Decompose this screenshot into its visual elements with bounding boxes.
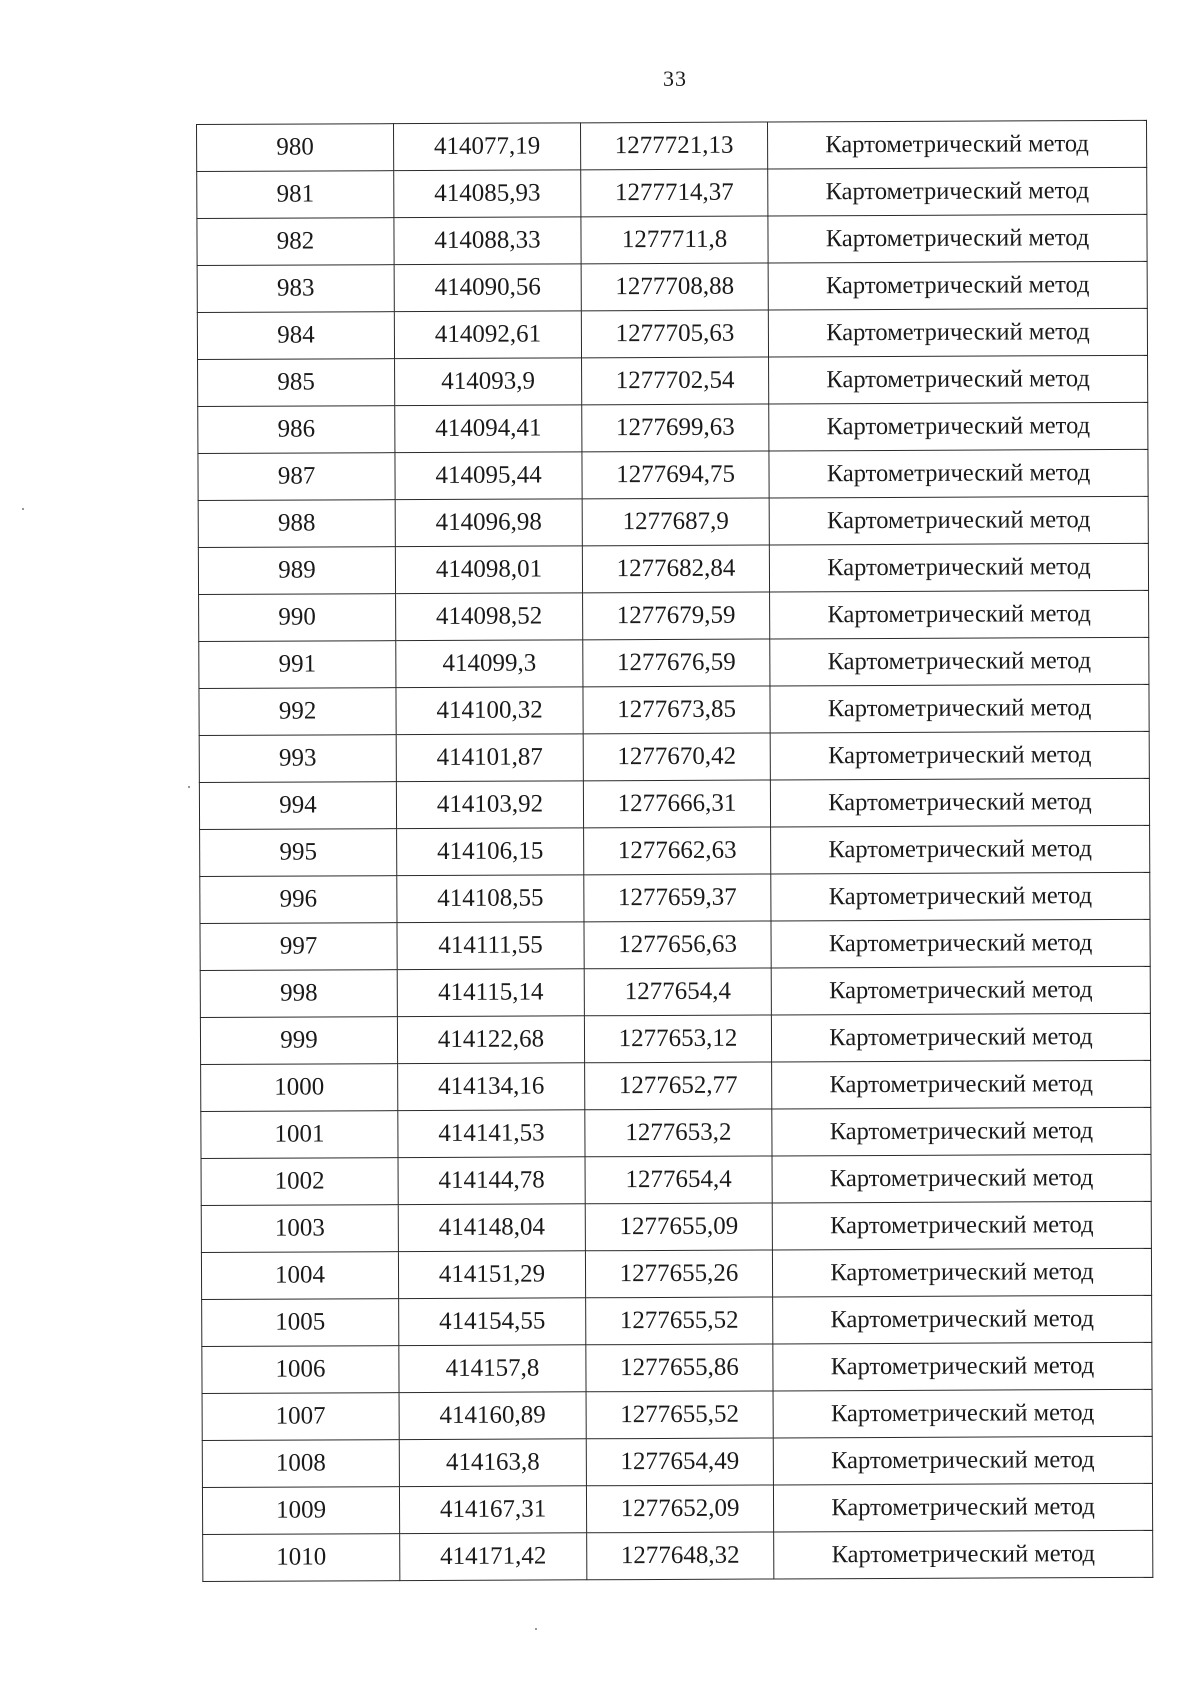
method-cell: Картометрический метод (768, 167, 1147, 216)
y-coordinate-cell: 1277702,54 (582, 357, 769, 405)
y-coordinate-cell: 1277655,09 (585, 1203, 772, 1251)
x-coordinate-cell: 414101,87 (396, 734, 583, 782)
x-coordinate-cell: 414092,61 (394, 311, 581, 359)
x-coordinate-cell: 414151,29 (398, 1251, 585, 1299)
x-coordinate-cell: 414085,93 (394, 170, 581, 218)
y-coordinate-cell: 1277714,37 (581, 169, 768, 217)
coordinates-table-container (196, 120, 1152, 1582)
table-row (203, 1530, 1153, 1581)
table-row (199, 684, 1149, 735)
y-coordinate-cell: 1277655,52 (586, 1297, 773, 1345)
point-number-cell: 993 (199, 735, 396, 783)
point-number-cell: 1000 (201, 1064, 398, 1112)
method-cell: Картометрический метод (767, 120, 1146, 169)
x-coordinate-cell: 414122,68 (397, 1016, 584, 1064)
y-coordinate-cell: 1277682,84 (582, 545, 769, 593)
y-coordinate-cell: 1277687,9 (582, 498, 769, 546)
table-row (200, 966, 1150, 1017)
method-cell: Картометрический метод (773, 1389, 1152, 1438)
point-number-cell: 996 (200, 876, 397, 924)
table-row (198, 496, 1148, 547)
x-coordinate-cell: 414167,31 (399, 1486, 586, 1534)
point-number-cell: 988 (198, 500, 395, 548)
y-coordinate-cell: 1277711,8 (581, 216, 768, 264)
scan-speck (188, 786, 190, 788)
y-coordinate-cell: 1277662,63 (584, 827, 771, 875)
method-cell: Картометрический метод (773, 1436, 1152, 1485)
table-row (197, 167, 1147, 218)
y-coordinate-cell: 1277648,32 (587, 1532, 774, 1580)
point-number-cell: 985 (198, 359, 395, 407)
x-coordinate-cell: 414163,8 (399, 1439, 586, 1487)
table-row (200, 1013, 1150, 1064)
method-cell: Картометрический метод (771, 825, 1150, 874)
method-cell: Картометрический метод (770, 778, 1149, 827)
point-number-cell: 998 (200, 970, 397, 1018)
y-coordinate-cell: 1277652,77 (585, 1062, 772, 1110)
point-number-cell: 1010 (203, 1534, 400, 1582)
method-cell: Картометрический метод (770, 637, 1149, 686)
x-coordinate-cell: 414106,15 (397, 828, 584, 876)
method-cell: Картометрический метод (771, 919, 1150, 968)
page-number: 33 (663, 66, 687, 91)
x-coordinate-cell: 414096,98 (395, 499, 582, 547)
method-cell: Картометрический метод (771, 872, 1150, 921)
table-row (199, 637, 1149, 688)
method-cell: Картометрический метод (768, 308, 1147, 357)
point-number-cell: 990 (199, 594, 396, 642)
method-cell: Картометрический метод (773, 1295, 1152, 1344)
y-coordinate-cell: 1277679,59 (583, 592, 770, 640)
method-cell: Картометрический метод (772, 1201, 1151, 1250)
scan-speck (535, 1628, 537, 1630)
table-row (200, 872, 1150, 923)
x-coordinate-cell: 414103,92 (396, 781, 583, 829)
method-cell: Картометрический метод (770, 590, 1149, 639)
method-cell: Картометрический метод (769, 496, 1148, 545)
y-coordinate-cell: 1277653,2 (585, 1109, 772, 1157)
point-number-cell: 999 (200, 1017, 397, 1065)
table-row (202, 1436, 1152, 1487)
point-number-cell: 982 (197, 218, 394, 266)
y-coordinate-cell: 1277654,49 (586, 1438, 773, 1486)
table-row (201, 1201, 1151, 1252)
x-coordinate-cell: 414134,16 (398, 1063, 585, 1111)
x-coordinate-cell: 414077,19 (394, 123, 581, 171)
table-row (197, 261, 1147, 312)
x-coordinate-cell: 414098,52 (396, 593, 583, 641)
point-number-cell: 983 (197, 265, 394, 313)
point-number-cell: 1005 (202, 1299, 399, 1347)
point-number-cell: 1006 (202, 1346, 399, 1394)
x-coordinate-cell: 414160,89 (399, 1392, 586, 1440)
y-coordinate-cell: 1277673,85 (583, 686, 770, 734)
x-coordinate-cell: 414090,56 (394, 264, 581, 312)
method-cell: Картометрический метод (771, 966, 1150, 1015)
table-row (197, 214, 1147, 265)
point-number-cell: 1008 (202, 1440, 399, 1488)
x-coordinate-cell: 414148,04 (398, 1204, 585, 1252)
y-coordinate-cell: 1277654,4 (584, 968, 771, 1016)
table-row (197, 120, 1147, 171)
y-coordinate-cell: 1277670,42 (583, 733, 770, 781)
table-row (201, 1107, 1151, 1158)
x-coordinate-cell: 414141,53 (398, 1110, 585, 1158)
point-number-cell: 994 (199, 782, 396, 830)
method-cell: Картометрический метод (772, 1154, 1151, 1203)
coordinates-table-body (197, 120, 1153, 1581)
y-coordinate-cell: 1277666,31 (583, 780, 770, 828)
scan-speck (22, 508, 24, 510)
y-coordinate-cell: 1277699,63 (582, 404, 769, 452)
point-number-cell: 989 (198, 547, 395, 595)
point-number-cell: 984 (197, 312, 394, 360)
table-row (201, 1154, 1151, 1205)
point-number-cell: 992 (199, 688, 396, 736)
method-cell: Картометрический метод (769, 543, 1148, 592)
x-coordinate-cell: 414171,42 (400, 1533, 587, 1581)
y-coordinate-cell: 1277705,63 (581, 310, 768, 358)
x-coordinate-cell: 414098,01 (395, 546, 582, 594)
method-cell: Картометрический метод (772, 1248, 1151, 1297)
y-coordinate-cell: 1277676,59 (583, 639, 770, 687)
table-row (200, 825, 1150, 876)
x-coordinate-cell: 414108,55 (397, 875, 584, 923)
table-row (198, 355, 1148, 406)
method-cell: Картометрический метод (768, 214, 1147, 263)
table-row (199, 778, 1149, 829)
point-number-cell: 986 (198, 406, 395, 454)
table-row (198, 449, 1148, 500)
y-coordinate-cell: 1277654,4 (585, 1156, 772, 1204)
x-coordinate-cell: 414094,41 (395, 405, 582, 453)
x-coordinate-cell: 414144,78 (398, 1157, 585, 1205)
y-coordinate-cell: 1277652,09 (586, 1485, 773, 1533)
point-number-cell: 1004 (201, 1252, 398, 1300)
x-coordinate-cell: 414095,44 (395, 452, 582, 500)
y-coordinate-cell: 1277694,75 (582, 451, 769, 499)
method-cell: Картометрический метод (768, 261, 1147, 310)
table-row (202, 1295, 1152, 1346)
table-row (197, 308, 1147, 359)
x-coordinate-cell: 414093,9 (395, 358, 582, 406)
table-row (201, 1060, 1151, 1111)
table-row (199, 590, 1149, 641)
y-coordinate-cell: 1277708,88 (581, 263, 768, 311)
point-number-cell: 1002 (201, 1158, 398, 1206)
method-cell: Картометрический метод (769, 355, 1148, 404)
point-number-cell: 1001 (201, 1111, 398, 1159)
x-coordinate-cell: 414154,55 (399, 1298, 586, 1346)
method-cell: Картометрический метод (773, 1483, 1152, 1532)
table-row (199, 731, 1149, 782)
method-cell: Картометрический метод (772, 1060, 1151, 1109)
method-cell: Картометрический метод (772, 1107, 1151, 1156)
method-cell: Картометрический метод (769, 449, 1148, 498)
table-row (201, 1248, 1151, 1299)
point-number-cell: 980 (197, 124, 394, 172)
point-number-cell: 991 (199, 641, 396, 689)
table-row (198, 402, 1148, 453)
x-coordinate-cell: 414157,8 (399, 1345, 586, 1393)
point-number-cell: 997 (200, 923, 397, 971)
method-cell: Картометрический метод (770, 684, 1149, 733)
table-row (202, 1342, 1152, 1393)
x-coordinate-cell: 414088,33 (394, 217, 581, 265)
x-coordinate-cell: 414115,14 (397, 969, 584, 1017)
y-coordinate-cell: 1277656,63 (584, 921, 771, 969)
point-number-cell: 1007 (202, 1393, 399, 1441)
point-number-cell: 981 (197, 171, 394, 219)
table-row (200, 919, 1150, 970)
y-coordinate-cell: 1277655,86 (586, 1344, 773, 1392)
y-coordinate-cell: 1277721,13 (580, 122, 767, 170)
y-coordinate-cell: 1277659,37 (584, 874, 771, 922)
x-coordinate-cell: 414100,32 (396, 687, 583, 735)
point-number-cell: 1009 (202, 1487, 399, 1535)
x-coordinate-cell: 414111,55 (397, 922, 584, 970)
x-coordinate-cell: 414099,3 (396, 640, 583, 688)
table-row (202, 1389, 1152, 1440)
y-coordinate-cell: 1277655,26 (585, 1250, 772, 1298)
method-cell: Картометрический метод (770, 731, 1149, 780)
point-number-cell: 987 (198, 453, 395, 501)
table-row (198, 543, 1148, 594)
method-cell: Картометрический метод (769, 402, 1148, 451)
y-coordinate-cell: 1277653,12 (584, 1015, 771, 1063)
coordinates-table (196, 120, 1153, 1582)
method-cell: Картометрический метод (771, 1013, 1150, 1062)
point-number-cell: 995 (200, 829, 397, 877)
table-row (202, 1483, 1152, 1534)
y-coordinate-cell: 1277655,52 (586, 1391, 773, 1439)
method-cell: Картометрический метод (774, 1530, 1153, 1579)
point-number-cell: 1003 (201, 1205, 398, 1253)
method-cell: Картометрический метод (773, 1342, 1152, 1391)
